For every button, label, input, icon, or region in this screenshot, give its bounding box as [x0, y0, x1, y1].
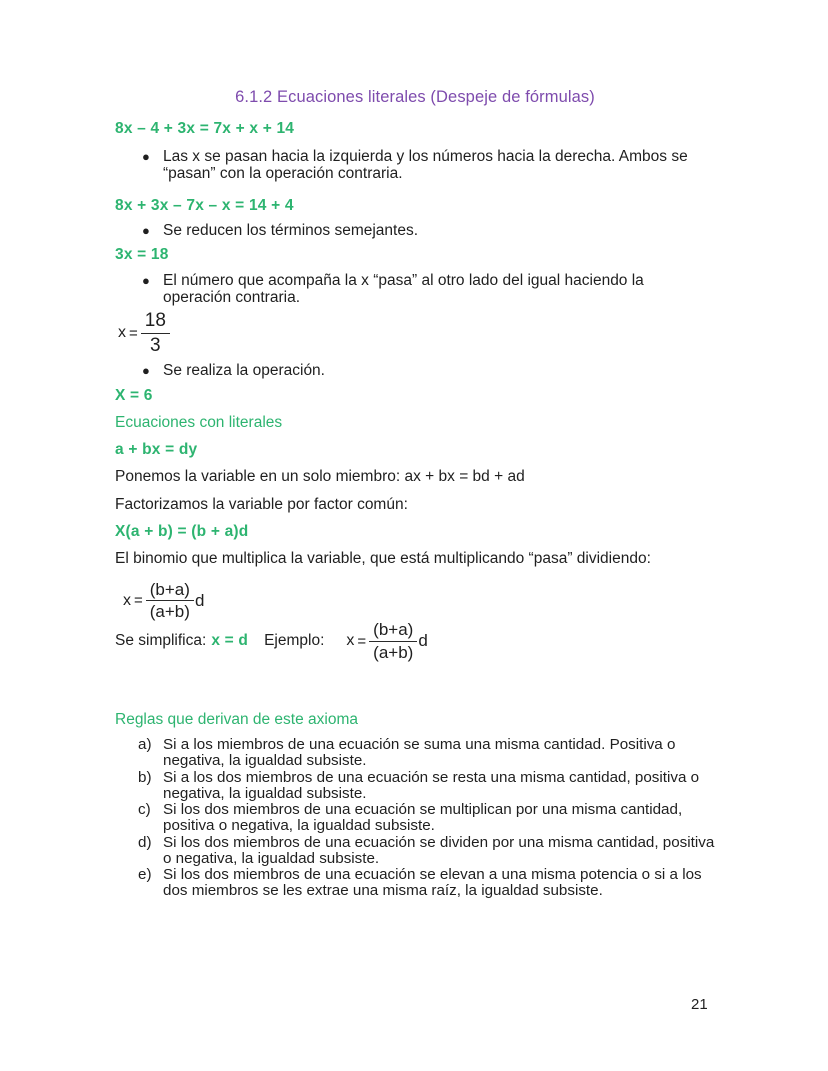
- rule-text: Si los dos miembros de una ecuación se dividen por una misma cantidad, positiva o negativa, la igualdad subsiste.: [163, 833, 715, 867]
- simplify-label: Se simplifica:: [115, 632, 207, 649]
- rule-letter: e): [138, 866, 152, 884]
- bullet-icon: ●: [142, 363, 150, 378]
- equation-step-4: X = 6: [115, 387, 153, 404]
- bullet-icon: ●: [142, 273, 150, 288]
- equation-literal-1: a + bx = dy: [115, 441, 198, 458]
- rule-text: Si a los miembros de una ecuación se suma una misma cantidad. Positiva o negativa, la igualdad subsiste.: [163, 736, 676, 770]
- paragraph: El binomio que multiplica la variable, que está multiplicando “pasa” dividiendo:: [115, 550, 651, 567]
- rule-letter: a): [138, 736, 152, 753]
- subsection-heading: Ecuaciones con literales: [115, 414, 283, 431]
- bullet-text: El número que acompaña la x “pasa” al otro lado del igual haciendo la operación contraria.: [163, 272, 644, 307]
- rule-text: Si los dos miembros de una ecuación se multiplican por una misma cantidad, positiva o negativa, la igualdad subsiste.: [163, 801, 683, 835]
- fraction-lhs: x: [118, 324, 126, 342]
- bullet-item: [115, 272, 715, 306]
- fraction: [369, 620, 417, 661]
- fraction-numerator: 18: [141, 310, 170, 334]
- paragraph: Factorizamos la variable por factor común:: [115, 496, 408, 513]
- rule-letter: d): [138, 833, 152, 851]
- fraction-numerator: (b+a): [369, 620, 417, 641]
- rule-letter: b): [138, 768, 152, 786]
- rule-text: Si a los dos miembros de una ecuación se resta una misma cantidad, positiva o negativa, la igualdad subsiste.: [163, 768, 700, 802]
- equation-step-1: 8x – 4 + 3x = 7x + x + 14: [115, 120, 295, 137]
- bullet-text: Las x se pasan hacia la izquierda y los números hacia la derecha. Ambos se “pasan” con la operación contraria.: [163, 148, 688, 183]
- equation-literal-2: X(a + b) = (b + a)d: [115, 523, 249, 540]
- equals-sign: =: [357, 632, 367, 650]
- equation-step-3: 3x = 18: [115, 246, 169, 263]
- bullet-text: Se reducen los términos semejantes.: [163, 222, 419, 239]
- simplify-line: [115, 612, 428, 670]
- simplified-equation: x = d: [211, 632, 249, 649]
- rule-item: [115, 737, 715, 770]
- bullet-icon: ●: [142, 149, 150, 164]
- bullet-item: [115, 222, 715, 239]
- rule-item: [115, 770, 715, 803]
- fraction-equation-18-3: [118, 310, 170, 357]
- paragraph: Ponemos la variable en un solo miembro: ax + bx = bd + ad: [115, 468, 525, 485]
- fraction-numerator: (b+a): [146, 580, 194, 601]
- fraction-lhs: x: [346, 632, 355, 649]
- fraction-equation-example: [346, 620, 427, 661]
- fraction: [141, 310, 170, 357]
- fraction-lhs: x: [123, 591, 131, 609]
- fraction-suffix: d: [194, 590, 205, 610]
- fraction-suffix: d: [418, 631, 428, 650]
- bullet-icon: ●: [142, 223, 150, 238]
- rules-list: [115, 737, 715, 900]
- bullet-item: [115, 148, 715, 182]
- equals-sign: =: [134, 592, 143, 610]
- fraction-denominator: (a+b): [373, 642, 414, 662]
- rules-heading: Reglas que derivan de este axioma: [115, 711, 358, 728]
- bullet-text: Se realiza la operación.: [163, 362, 325, 379]
- example-label: Ejemplo:: [264, 632, 325, 649]
- equation-step-2: 8x + 3x – 7x – x = 14 + 4: [115, 197, 294, 214]
- rule-item: [115, 867, 715, 900]
- page-number: 21: [691, 996, 708, 1013]
- equals-sign: =: [129, 324, 138, 342]
- fraction-denominator: (a+b): [149, 602, 190, 622]
- rule-letter: c): [138, 801, 151, 819]
- section-title: 6.1.2 Ecuaciones literales (Despeje de fórmulas): [235, 88, 595, 106]
- rule-item: [115, 835, 715, 868]
- rule-item: [115, 802, 715, 835]
- bullet-item: [115, 362, 715, 379]
- fraction-denominator: 3: [150, 334, 161, 356]
- rule-text: Si los dos miembros de una ecuación se elevan a una misma potencia o si a los dos miembros se les extrae una misma raíz, la igualdad subsiste.: [163, 866, 702, 900]
